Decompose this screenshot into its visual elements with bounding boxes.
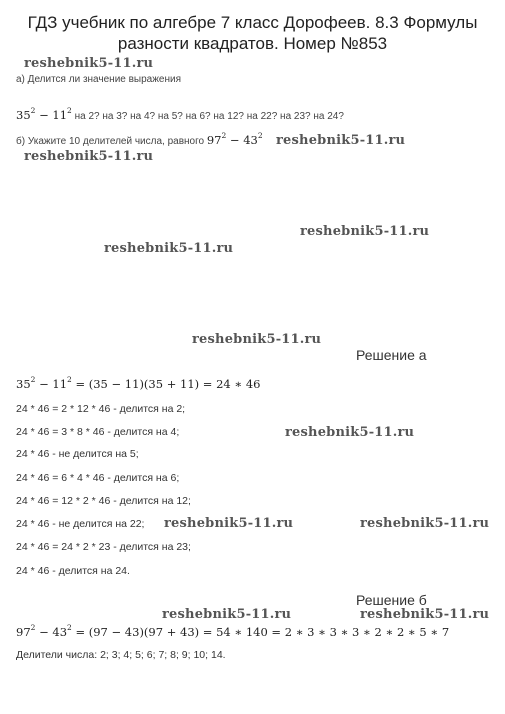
solution-line: 24 * 46 - не делится на 5; [16, 448, 139, 460]
watermark: reshebnik5-11.ru [164, 516, 294, 531]
task-b-label: б) Укажите 10 делителей числа, равного [16, 136, 207, 147]
watermark: reshebnik5-11.ru [162, 607, 292, 622]
page-title: ГДЗ учебник по алгебре 7 класс Дорофеев. 8.3 Формулы разности квадратов. Номер №853 [27, 13, 478, 53]
math-expression: $35^2 - 11^2$ [16, 106, 72, 122]
solution-line: 24 * 46 - делится на 24. [16, 565, 130, 577]
solution-line: 24 * 46 - не делится на 22; [16, 518, 145, 530]
math-expression: $97^2 - 43^2$ [206, 131, 263, 147]
watermark: reshebnik5-11.ru [360, 516, 490, 531]
solution-line: 24 * 46 = 3 * 8 * 46 - делится на 4; [16, 426, 180, 438]
watermark: reshebnik5-11.ru [104, 241, 234, 256]
watermark: reshebnik5-11.ru [24, 149, 154, 164]
watermark: reshebnik5-11.ru [285, 425, 415, 440]
watermark: reshebnik5-11.ru [276, 133, 406, 148]
solution-a-formula: $35^2 - 11^2 = (35 - 11)(35 + 11) = 24$ ∗ 46 [16, 375, 261, 391]
solution-line: 24 * 46 = 2 * 12 * 46 - делится на 2; [16, 403, 186, 415]
solution-line: 24 * 46 = 24 * 2 * 23 - делится на 23; [16, 541, 191, 553]
task-b-line [16, 131, 263, 149]
watermark: reshebnik5-11.ru [24, 56, 154, 71]
watermark: reshebnik5-11.ru [300, 224, 430, 239]
watermark: reshebnik5-11.ru [192, 332, 322, 347]
solution-b-heading: Решение б [356, 592, 427, 608]
solution-line: 24 * 46 = 6 * 4 * 46 - делится на 6; [16, 472, 180, 484]
task-a-expression [16, 106, 344, 124]
watermark: reshebnik5-11.ru [360, 607, 490, 622]
solution-b-answer: Делители числа: 2; 3; 4; 5; 6; 7; 8; 9; 10; 14. [16, 649, 226, 661]
task-a-question: на 2? на 3? на 4? на 5? на 6? на 12? на 22? на 23? на 24? [71, 111, 344, 122]
solution-b-formula: $97^2 - 43^2 = (97 - 43)(97 + 43) = 54$ ∗ 140 = 2 ∗ 3 ∗ 3 ∗ 3 ∗ 2 ∗ 2 ∗ 5 ∗ 7 [16, 623, 450, 639]
solution-line: 24 * 46 = 12 * 2 * 46 - делится на 12; [16, 495, 191, 507]
solution-a-heading: Решение а [356, 347, 427, 363]
task-a-label: а) Делится ли значение выражения [16, 74, 182, 85]
